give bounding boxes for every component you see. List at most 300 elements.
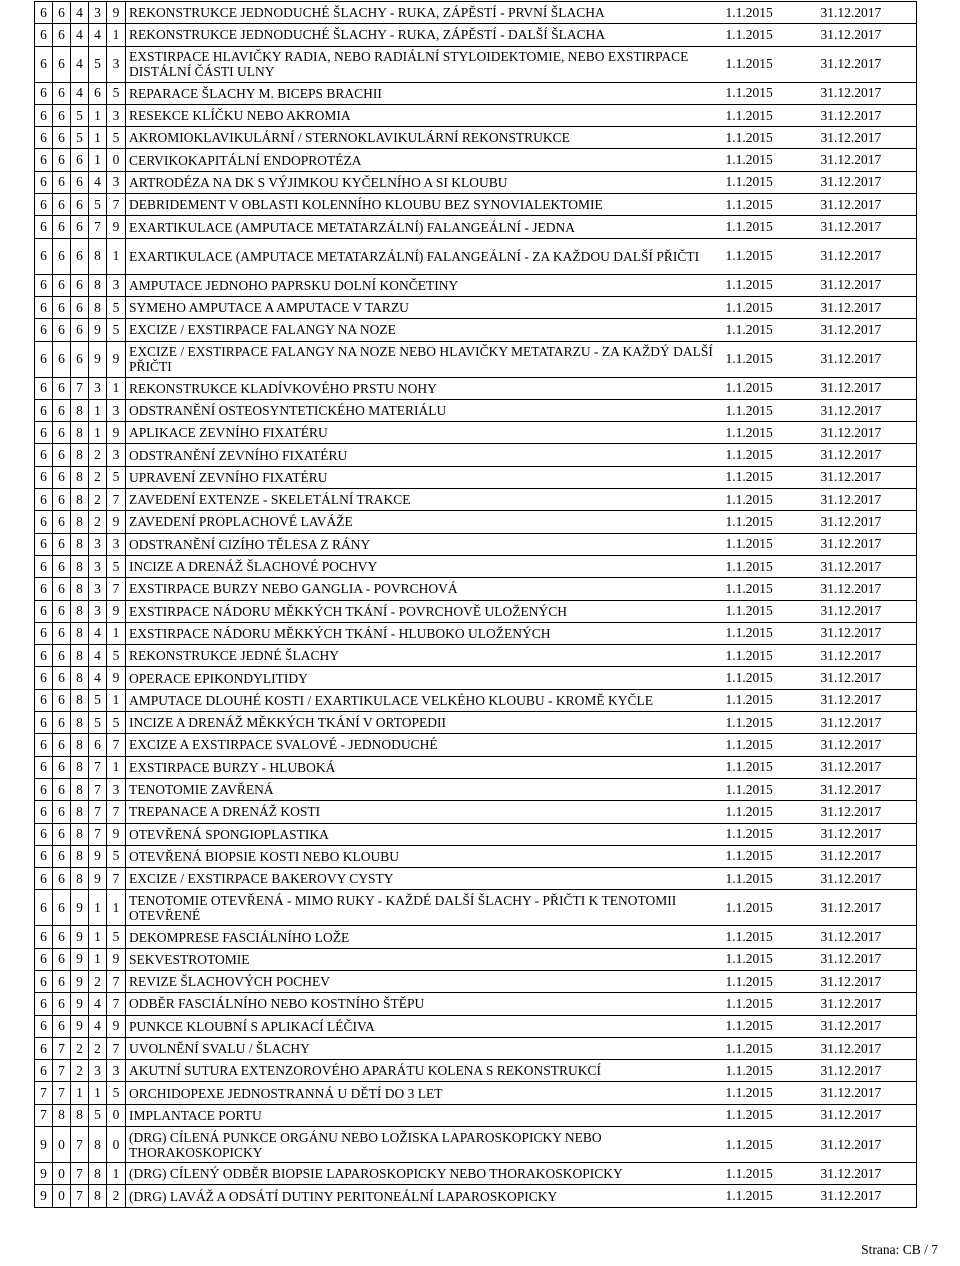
code-digit: 6	[53, 127, 71, 149]
valid-to-date: 31.12.2017	[817, 341, 917, 377]
code-digit: 1	[107, 24, 126, 46]
code-digit: 7	[107, 578, 126, 600]
code-digit: 7	[71, 1127, 89, 1163]
valid-from-date: 1.1.2015	[722, 645, 817, 667]
procedure-name: DEBRIDEMENT V OBLASTI KOLENNÍHO KLOUBU BEZ SYNOVIALEKTOMIE	[126, 194, 722, 216]
code-digit: 0	[53, 1127, 71, 1163]
code-digit: 6	[53, 667, 71, 689]
code-digit: 6	[35, 1060, 53, 1082]
code-digit: 7	[35, 1082, 53, 1104]
valid-from-date: 1.1.2015	[722, 845, 817, 867]
valid-to-date: 31.12.2017	[817, 46, 917, 82]
code-digit: 8	[71, 555, 89, 577]
valid-to-date: 31.12.2017	[817, 2, 917, 24]
table-row	[35, 1037, 917, 1059]
code-digit: 8	[71, 489, 89, 511]
code-digit: 6	[35, 104, 53, 126]
procedure-name: OTEVŘENÁ BIOPSIE KOSTI NEBO KLOUBU	[126, 845, 722, 867]
valid-from-date: 1.1.2015	[722, 194, 817, 216]
code-digit: 6	[71, 216, 89, 238]
code-digit: 2	[89, 466, 107, 488]
table-row	[35, 970, 917, 992]
procedure-name: EXSTIRPACE BURZY - HLUBOKÁ	[126, 756, 722, 778]
valid-to-date: 31.12.2017	[817, 377, 917, 399]
procedure-name: ODSTRANĚNÍ ZEVNÍHO FIXATÉRU	[126, 444, 722, 466]
code-digit: 6	[53, 104, 71, 126]
procedure-name: TENOTOMIE ZAVŘENÁ	[126, 778, 722, 800]
code-digit: 6	[35, 444, 53, 466]
table-row	[35, 600, 917, 622]
code-digit: 9	[107, 823, 126, 845]
valid-from-date: 1.1.2015	[722, 1185, 817, 1207]
code-digit: 6	[53, 948, 71, 970]
code-digit: 6	[53, 489, 71, 511]
procedure-name: EXARTIKULACE (AMPUTACE METATARZÁLNÍ) FALANGEÁLNÍ - ZA KAŽDOU DALŠÍ PŘIČTI	[126, 238, 722, 274]
procedure-name: IMPLANTACE PORTU	[126, 1104, 722, 1126]
table-row	[35, 845, 917, 867]
code-digit: 6	[53, 466, 71, 488]
code-digit: 9	[71, 926, 89, 948]
valid-from-date: 1.1.2015	[722, 422, 817, 444]
valid-from-date: 1.1.2015	[722, 171, 817, 193]
code-digit: 4	[89, 171, 107, 193]
code-digit: 6	[35, 319, 53, 341]
code-digit: 6	[35, 46, 53, 82]
code-digit: 2	[107, 1185, 126, 1207]
table-row	[35, 926, 917, 948]
procedure-name: ARTRODÉZA NA DK S VÝJIMKOU KYČELNÍHO A SI KLOUBU	[126, 171, 722, 193]
code-digit: 1	[89, 422, 107, 444]
valid-to-date: 31.12.2017	[817, 1185, 917, 1207]
code-digit: 9	[107, 667, 126, 689]
code-digit: 6	[35, 734, 53, 756]
code-digit: 4	[71, 82, 89, 104]
table-row	[35, 667, 917, 689]
code-digit: 5	[107, 466, 126, 488]
valid-to-date: 31.12.2017	[817, 319, 917, 341]
code-digit: 8	[71, 1104, 89, 1126]
procedure-name: EXARTIKULACE (AMPUTACE METATARZÁLNÍ) FALANGEÁLNÍ - JEDNA	[126, 216, 722, 238]
code-digit: 8	[71, 712, 89, 734]
code-digit: 9	[71, 993, 89, 1015]
table-row	[35, 645, 917, 667]
code-digit: 6	[35, 296, 53, 318]
valid-to-date: 31.12.2017	[817, 578, 917, 600]
table-row	[35, 82, 917, 104]
valid-to-date: 31.12.2017	[817, 104, 917, 126]
code-digit: 7	[89, 756, 107, 778]
code-digit: 8	[89, 1163, 107, 1185]
code-digit: 8	[71, 399, 89, 421]
valid-to-date: 31.12.2017	[817, 1082, 917, 1104]
code-digit: 8	[71, 801, 89, 823]
procedure-name: (DRG) CÍLENÁ PUNKCE ORGÁNU NEBO LOŽISKA LAPAROSKOPICKY NEBO THORAKOSKOPICKY	[126, 1127, 722, 1163]
code-digit: 4	[89, 645, 107, 667]
procedure-name: AKUTNÍ SUTURA EXTENZOROVÉHO APARÁTU KOLENA S REKONSTRUKCÍ	[126, 1060, 722, 1082]
code-digit: 7	[53, 1037, 71, 1059]
code-digit: 3	[107, 444, 126, 466]
code-digit: 3	[89, 600, 107, 622]
code-digit: 8	[89, 1127, 107, 1163]
code-digit: 6	[53, 24, 71, 46]
code-digit: 3	[107, 171, 126, 193]
code-digit: 7	[89, 778, 107, 800]
valid-from-date: 1.1.2015	[722, 377, 817, 399]
code-digit: 9	[107, 948, 126, 970]
code-digit: 8	[71, 600, 89, 622]
valid-to-date: 31.12.2017	[817, 444, 917, 466]
table-row	[35, 2, 917, 24]
code-digit: 5	[107, 1082, 126, 1104]
valid-from-date: 1.1.2015	[722, 1104, 817, 1126]
code-digit: 9	[107, 216, 126, 238]
code-digit: 6	[71, 296, 89, 318]
code-digit: 7	[53, 1060, 71, 1082]
code-digit: 6	[35, 600, 53, 622]
code-digit: 4	[89, 993, 107, 1015]
valid-from-date: 1.1.2015	[722, 555, 817, 577]
code-digit: 6	[35, 377, 53, 399]
table-row	[35, 823, 917, 845]
code-digit: 8	[71, 667, 89, 689]
code-digit: 1	[89, 149, 107, 171]
code-digit: 9	[107, 422, 126, 444]
code-digit: 6	[89, 82, 107, 104]
code-digit: 7	[107, 194, 126, 216]
code-digit: 6	[53, 2, 71, 24]
code-digit: 8	[71, 778, 89, 800]
code-digit: 6	[35, 645, 53, 667]
procedure-name: EXSTIRPACE BURZY NEBO GANGLIA - POVRCHOVÁ	[126, 578, 722, 600]
procedure-name: REKONSTRUKCE JEDNÉ ŠLACHY	[126, 645, 722, 667]
code-digit: 6	[71, 341, 89, 377]
valid-from-date: 1.1.2015	[722, 1060, 817, 1082]
code-digit: 6	[35, 399, 53, 421]
valid-to-date: 31.12.2017	[817, 238, 917, 274]
procedure-name: OTEVŘENÁ SPONGIOPLASTIKA	[126, 823, 722, 845]
table-row	[35, 127, 917, 149]
code-digit: 9	[107, 511, 126, 533]
valid-to-date: 31.12.2017	[817, 274, 917, 296]
valid-to-date: 31.12.2017	[817, 466, 917, 488]
code-digit: 8	[71, 578, 89, 600]
valid-from-date: 1.1.2015	[722, 533, 817, 555]
code-digit: 4	[71, 24, 89, 46]
code-digit: 1	[107, 377, 126, 399]
valid-to-date: 31.12.2017	[817, 127, 917, 149]
code-digit: 4	[89, 667, 107, 689]
valid-to-date: 31.12.2017	[817, 823, 917, 845]
code-digit: 6	[53, 533, 71, 555]
code-digit: 7	[107, 489, 126, 511]
valid-to-date: 31.12.2017	[817, 24, 917, 46]
valid-from-date: 1.1.2015	[722, 948, 817, 970]
table-row	[35, 1082, 917, 1104]
code-digit: 6	[53, 578, 71, 600]
procedure-name: RESEKCE KLÍČKU NEBO AKROMIA	[126, 104, 722, 126]
code-digit: 5	[71, 104, 89, 126]
code-digit: 1	[89, 1082, 107, 1104]
code-digit: 5	[107, 645, 126, 667]
valid-to-date: 31.12.2017	[817, 511, 917, 533]
procedure-name: TREPANACE A DRENÁŽ KOSTI	[126, 801, 722, 823]
code-digit: 7	[107, 734, 126, 756]
procedure-name: REKONSTRUKCE JEDNODUCHÉ ŠLACHY - RUKA, ZÁPĚSTÍ - PRVNÍ ŠLACHA	[126, 2, 722, 24]
code-digit: 9	[107, 2, 126, 24]
code-digit: 5	[89, 689, 107, 711]
code-digit: 3	[89, 555, 107, 577]
table-row	[35, 149, 917, 171]
code-digit: 8	[71, 845, 89, 867]
code-digit: 9	[35, 1185, 53, 1207]
table-row	[35, 444, 917, 466]
valid-to-date: 31.12.2017	[817, 216, 917, 238]
code-digit: 1	[107, 756, 126, 778]
valid-to-date: 31.12.2017	[817, 756, 917, 778]
valid-from-date: 1.1.2015	[722, 2, 817, 24]
code-digit: 8	[71, 422, 89, 444]
procedure-name: REPARACE ŠLACHY M. BICEPS BRACHII	[126, 82, 722, 104]
table-row	[35, 756, 917, 778]
procedure-name: REKONSTRUKCE JEDNODUCHÉ ŠLACHY - RUKA, ZÁPĚSTÍ - DALŠÍ ŠLACHA	[126, 24, 722, 46]
code-digit: 6	[53, 422, 71, 444]
code-digit: 6	[35, 341, 53, 377]
procedure-table	[34, 1, 917, 1208]
code-digit: 3	[107, 533, 126, 555]
code-digit: 9	[35, 1163, 53, 1185]
code-digit: 3	[89, 533, 107, 555]
code-digit: 3	[89, 1060, 107, 1082]
valid-from-date: 1.1.2015	[722, 689, 817, 711]
table-row	[35, 238, 917, 274]
valid-to-date: 31.12.2017	[817, 890, 917, 926]
table-row	[35, 712, 917, 734]
code-digit: 6	[53, 444, 71, 466]
code-digit: 6	[35, 622, 53, 644]
valid-to-date: 31.12.2017	[817, 689, 917, 711]
code-digit: 5	[107, 296, 126, 318]
code-digit: 8	[71, 868, 89, 890]
table-row	[35, 1104, 917, 1126]
code-digit: 6	[35, 149, 53, 171]
code-digit: 7	[107, 1037, 126, 1059]
code-digit: 4	[89, 622, 107, 644]
code-digit: 6	[35, 466, 53, 488]
procedure-name: ODSTRANĚNÍ OSTEOSYNTETICKÉHO MATERIÁLU	[126, 399, 722, 421]
code-digit: 3	[107, 46, 126, 82]
valid-from-date: 1.1.2015	[722, 756, 817, 778]
code-digit: 6	[53, 319, 71, 341]
code-digit: 6	[53, 756, 71, 778]
code-digit: 6	[53, 993, 71, 1015]
code-digit: 1	[89, 890, 107, 926]
table-row	[35, 46, 917, 82]
table-row	[35, 274, 917, 296]
code-digit: 9	[89, 319, 107, 341]
code-digit: 3	[107, 104, 126, 126]
procedure-name: TENOTOMIE OTEVŘENÁ - MIMO RUKY - KAŽDÉ DALŠÍ ŠLACHY - PŘIČTI K TENOTOMII OTEVŘENÉ	[126, 890, 722, 926]
table-body	[35, 2, 917, 1208]
code-digit: 6	[35, 890, 53, 926]
code-digit: 6	[53, 399, 71, 421]
code-digit: 7	[107, 970, 126, 992]
code-digit: 9	[107, 341, 126, 377]
code-digit: 6	[71, 171, 89, 193]
valid-from-date: 1.1.2015	[722, 82, 817, 104]
code-digit: 5	[107, 926, 126, 948]
valid-from-date: 1.1.2015	[722, 993, 817, 1015]
code-digit: 5	[107, 127, 126, 149]
table-row	[35, 422, 917, 444]
code-digit: 6	[53, 734, 71, 756]
table-row	[35, 622, 917, 644]
code-digit: 9	[71, 948, 89, 970]
code-digit: 8	[89, 238, 107, 274]
table-row	[35, 1185, 917, 1207]
procedure-name: DEKOMPRESE FASCIÁLNÍHO LOŽE	[126, 926, 722, 948]
code-digit: 4	[71, 46, 89, 82]
valid-to-date: 31.12.2017	[817, 993, 917, 1015]
code-digit: 6	[53, 970, 71, 992]
valid-from-date: 1.1.2015	[722, 274, 817, 296]
procedure-name: SEKVESTROTOMIE	[126, 948, 722, 970]
valid-from-date: 1.1.2015	[722, 127, 817, 149]
code-digit: 6	[53, 274, 71, 296]
code-digit: 6	[35, 2, 53, 24]
table-row	[35, 734, 917, 756]
code-digit: 5	[71, 127, 89, 149]
code-digit: 6	[53, 823, 71, 845]
table-row	[35, 377, 917, 399]
code-digit: 9	[35, 1127, 53, 1163]
code-digit: 6	[35, 926, 53, 948]
valid-to-date: 31.12.2017	[817, 1104, 917, 1126]
valid-from-date: 1.1.2015	[722, 511, 817, 533]
valid-to-date: 31.12.2017	[817, 778, 917, 800]
code-digit: 6	[53, 689, 71, 711]
valid-from-date: 1.1.2015	[722, 734, 817, 756]
code-digit: 3	[89, 377, 107, 399]
valid-to-date: 31.12.2017	[817, 600, 917, 622]
code-digit: 8	[71, 533, 89, 555]
code-digit: 6	[53, 926, 71, 948]
valid-from-date: 1.1.2015	[722, 890, 817, 926]
code-digit: 6	[35, 689, 53, 711]
procedure-name: (DRG) CÍLENÝ ODBĚR BIOPSIE LAPAROSKOPICKY NEBO THORAKOSKOPICKY	[126, 1163, 722, 1185]
valid-from-date: 1.1.2015	[722, 622, 817, 644]
table-row	[35, 868, 917, 890]
code-digit: 9	[107, 1015, 126, 1037]
code-digit: 9	[89, 341, 107, 377]
code-digit: 6	[35, 993, 53, 1015]
code-digit: 6	[53, 622, 71, 644]
valid-from-date: 1.1.2015	[722, 823, 817, 845]
valid-from-date: 1.1.2015	[722, 104, 817, 126]
code-digit: 6	[35, 948, 53, 970]
code-digit: 6	[53, 511, 71, 533]
code-digit: 9	[71, 1015, 89, 1037]
code-digit: 6	[53, 555, 71, 577]
valid-to-date: 31.12.2017	[817, 645, 917, 667]
code-digit: 7	[71, 1163, 89, 1185]
table-row	[35, 533, 917, 555]
code-digit: 6	[53, 46, 71, 82]
procedure-name: EXSTIRPACE NÁDORU MĚKKÝCH TKÁNÍ - HLUBOKO ULOŽENÝCH	[126, 622, 722, 644]
code-digit: 5	[89, 194, 107, 216]
code-digit: 7	[89, 801, 107, 823]
code-digit: 6	[53, 778, 71, 800]
valid-from-date: 1.1.2015	[722, 149, 817, 171]
valid-to-date: 31.12.2017	[817, 194, 917, 216]
code-digit: 6	[53, 890, 71, 926]
valid-to-date: 31.12.2017	[817, 1127, 917, 1163]
code-digit: 7	[107, 993, 126, 1015]
code-digit: 6	[35, 778, 53, 800]
code-digit: 6	[53, 171, 71, 193]
procedure-name: ODBĚR FASCIÁLNÍHO NEBO KOSTNÍHO ŠTĚPU	[126, 993, 722, 1015]
valid-to-date: 31.12.2017	[817, 489, 917, 511]
code-digit: 6	[35, 274, 53, 296]
valid-from-date: 1.1.2015	[722, 926, 817, 948]
code-digit: 1	[107, 238, 126, 274]
table-row	[35, 24, 917, 46]
valid-from-date: 1.1.2015	[722, 1127, 817, 1163]
code-digit: 6	[53, 712, 71, 734]
table-row	[35, 1060, 917, 1082]
code-digit: 6	[35, 845, 53, 867]
valid-to-date: 31.12.2017	[817, 667, 917, 689]
code-digit: 7	[53, 1082, 71, 1104]
valid-to-date: 31.12.2017	[817, 82, 917, 104]
code-digit: 7	[107, 868, 126, 890]
table-row	[35, 689, 917, 711]
code-digit: 8	[53, 1104, 71, 1126]
code-digit: 6	[35, 82, 53, 104]
valid-from-date: 1.1.2015	[722, 801, 817, 823]
table-row	[35, 1127, 917, 1163]
code-digit: 6	[35, 238, 53, 274]
procedure-name: PUNKCE KLOUBNÍ S APLIKACÍ LÉČIVA	[126, 1015, 722, 1037]
code-digit: 5	[107, 845, 126, 867]
code-digit: 5	[89, 712, 107, 734]
code-digit: 2	[71, 1060, 89, 1082]
table-row	[35, 319, 917, 341]
valid-to-date: 31.12.2017	[817, 422, 917, 444]
procedure-name: EXCIZE A EXSTIRPACE SVALOVÉ - JEDNODUCHÉ	[126, 734, 722, 756]
code-digit: 6	[35, 489, 53, 511]
valid-to-date: 31.12.2017	[817, 970, 917, 992]
table-row	[35, 489, 917, 511]
valid-to-date: 31.12.2017	[817, 622, 917, 644]
procedure-name: (DRG) LAVÁŽ A ODSÁTÍ DUTINY PERITONEÁLNÍ LAPAROSKOPICKY	[126, 1185, 722, 1207]
code-digit: 2	[89, 489, 107, 511]
valid-to-date: 31.12.2017	[817, 712, 917, 734]
code-digit: 2	[71, 1037, 89, 1059]
valid-to-date: 31.12.2017	[817, 399, 917, 421]
valid-from-date: 1.1.2015	[722, 1082, 817, 1104]
code-digit: 3	[107, 778, 126, 800]
code-digit: 6	[53, 238, 71, 274]
valid-to-date: 31.12.2017	[817, 734, 917, 756]
valid-from-date: 1.1.2015	[722, 1163, 817, 1185]
code-digit: 6	[35, 511, 53, 533]
table-row	[35, 104, 917, 126]
valid-to-date: 31.12.2017	[817, 149, 917, 171]
code-digit: 0	[107, 149, 126, 171]
code-digit: 9	[71, 970, 89, 992]
code-digit: 6	[35, 578, 53, 600]
code-digit: 8	[89, 274, 107, 296]
